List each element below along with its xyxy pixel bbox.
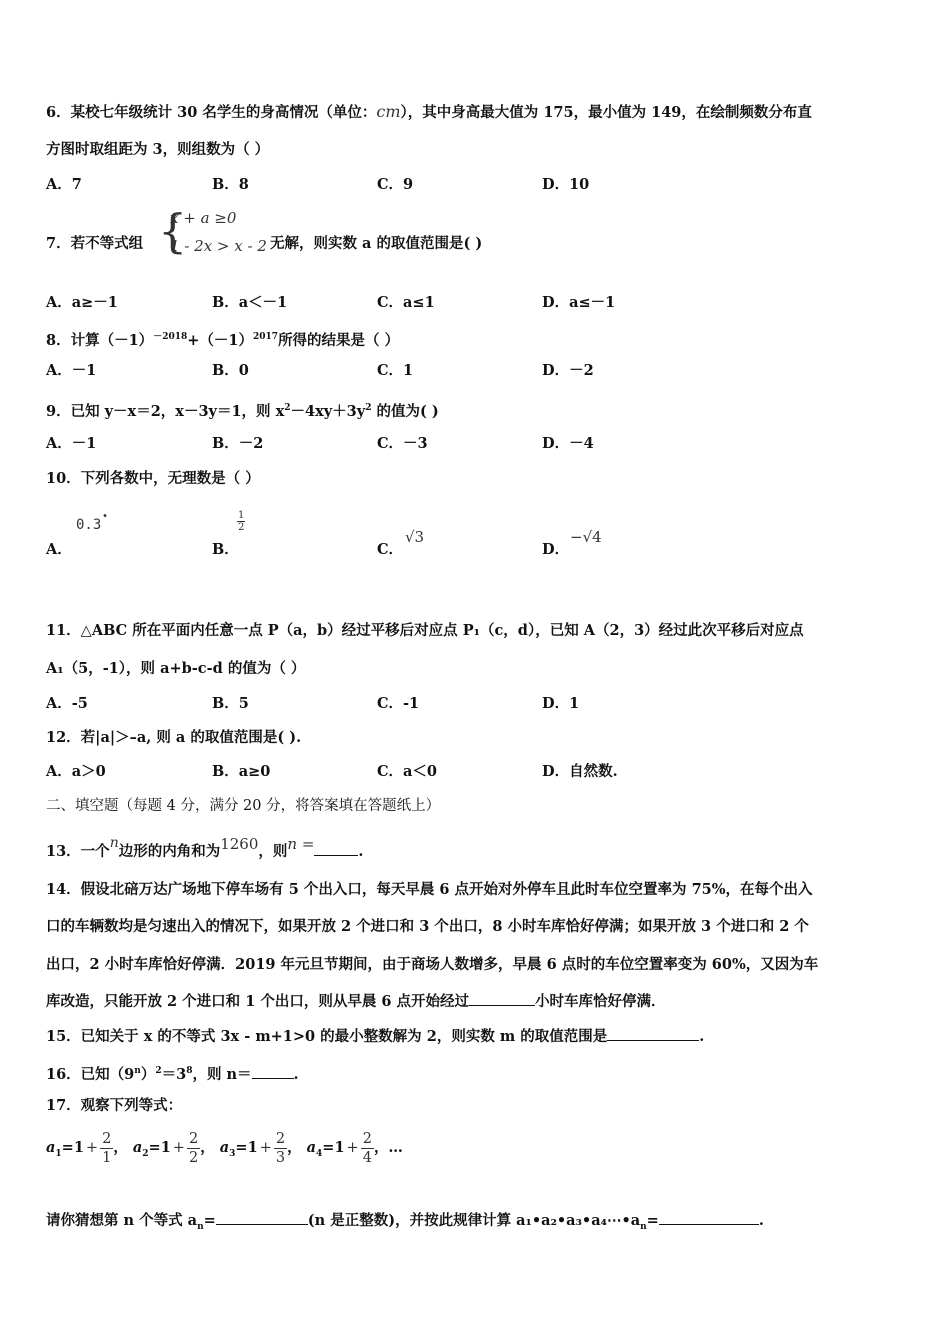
q16-text-a: 16．已知（9	[46, 1065, 135, 1083]
q17-guess-text-a: 请你猜想第 n 个等式 a	[46, 1212, 198, 1229]
q8-exp2: 2017	[253, 332, 279, 342]
q17-term-4-den: 4	[362, 1149, 372, 1166]
q11-line1: 11．△ABC 所在平面内任意一点 P（a，b）经过平移后对应点 P₁（c，d），已知 A（2，3）经过此次平移后对应点	[46, 622, 804, 639]
q8-text-c: 所得的结果是（ ）	[278, 331, 400, 349]
q9-sup-b: 2	[365, 403, 372, 413]
q10-option-c-math: √3	[405, 528, 425, 546]
q17-guess-line	[46, 1212, 764, 1236]
q6-option-d: D．10	[542, 176, 590, 193]
q9-sup-a: 2	[284, 403, 291, 413]
q17-term-1	[46, 1130, 113, 1166]
q9-option-d: D．－4	[542, 435, 594, 452]
q17-term-3-rest: =1	[235, 1139, 258, 1156]
q10-math-a: 0.3	[76, 517, 102, 533]
q17-guess-text-d: =	[646, 1212, 659, 1229]
q17-term-1-frac	[100, 1130, 113, 1167]
q12-option-a: A．a＞0	[46, 763, 106, 780]
q16-sup-8: 8	[186, 1066, 193, 1076]
q14-line3: 出口，2 小时车库恰好停满．2019 年元旦节期间，由于商场人数增多，早晨 6 点时的车位空置率变为 60%，又因为车	[46, 956, 819, 973]
q15-answer-blank[interactable]	[607, 1040, 699, 1041]
q7-option-b: B．a＜－1	[212, 294, 288, 311]
q13-line	[46, 834, 363, 861]
q17-term-3	[219, 1130, 287, 1166]
q12-option-b: B．a≥0	[212, 763, 271, 780]
q17-term-4	[306, 1130, 374, 1166]
q17-term-2-num: 2	[188, 1130, 199, 1147]
q17-term-2-sub: 2	[142, 1148, 149, 1159]
q6-text-b: ），其中身高最大值为 175，最小值为 149，在绘制频数分布直	[400, 104, 812, 121]
q14-line1: 14．假设北碚万达广场地下停车场有 5 个出入口，每天早晨 6 点开始对外停车且此时车位空置率为 75%，在每个出入	[46, 881, 813, 898]
q17-term-1-sub: 1	[55, 1148, 62, 1159]
q17-sequence	[46, 1128, 403, 1168]
q8-option-c: C．1	[377, 362, 414, 379]
q10-frac-den: 2	[238, 522, 245, 533]
q16-text-e: .	[293, 1065, 299, 1083]
q13-text-b: 边形的内角和为	[118, 843, 221, 860]
q17-term-4-rest: =1	[322, 1139, 345, 1156]
q17-term-4-plus: +	[346, 1140, 359, 1156]
q10-option-d-math: −√4	[570, 528, 602, 546]
q6-text-a: 6．某校七年级统计 30 名学生的身高情况（单位：	[46, 104, 377, 121]
q14-answer-blank[interactable]	[469, 1005, 535, 1006]
q9-option-c: C．－3	[377, 435, 428, 452]
q7-suffix: 无解，则实数 a 的取值范围是( )	[270, 235, 483, 252]
q17-term-3-a: a	[219, 1139, 230, 1156]
q17-sep-2: ，	[200, 1139, 215, 1156]
q17-guess-sub2: n	[640, 1221, 647, 1232]
q13-n2: n =	[287, 835, 315, 853]
q17-term-2-den: 2	[188, 1149, 199, 1166]
q17-term-4-num: 2	[362, 1130, 372, 1147]
q13-n1: n	[109, 835, 119, 851]
q12-option-c: C．a＜0	[377, 763, 438, 780]
brace-icon: {	[158, 204, 188, 258]
q17-term-4-a: a	[306, 1139, 317, 1156]
q9-text-a: 9．已知 y－x＝2，x－3y＝1，则 x	[46, 402, 285, 420]
q17-term-3-sub: 3	[229, 1148, 236, 1159]
q10-option-c-label: C．	[377, 541, 404, 558]
q7-option-a: A．a≥－1	[46, 294, 118, 311]
q17-guess-text-b: =	[203, 1212, 216, 1229]
q16-sup-n: n	[134, 1066, 141, 1076]
q13-text-d: .	[358, 843, 364, 860]
q16-answer-blank[interactable]	[252, 1078, 294, 1079]
q13-text-a: 13．一个	[46, 843, 110, 860]
q8-line	[46, 328, 399, 350]
q15-text-b: .	[699, 1028, 705, 1045]
q17-term-3-frac	[274, 1130, 287, 1167]
q17-term-1-plus: +	[85, 1140, 99, 1156]
q10-option-b-label: B．	[212, 541, 239, 558]
q16-text-b: ）	[140, 1065, 156, 1083]
q11-option-d: D．1	[542, 695, 580, 712]
q17-term-1-num: 2	[102, 1130, 112, 1147]
q7-eq1: x + a ≥0	[170, 209, 237, 227]
q16-line	[46, 1062, 299, 1084]
q17-term-2-rest: =1	[148, 1139, 171, 1156]
q10-option-a-math	[76, 511, 109, 534]
q6-unit: cm	[376, 102, 401, 121]
q17-term-2	[132, 1130, 200, 1166]
q17-guess-text-e: .	[758, 1212, 764, 1229]
q14-line2: 口的车辆数均是匀速出入的情况下，如果开放 2 个进口和 3 个出口，8 小时车库恰好停满；如果开放 3 个进口和 2 个	[46, 918, 809, 935]
q7-option-d: D．a≤－1	[542, 294, 616, 311]
q14-text-b: 小时车库恰好停满．	[535, 993, 666, 1010]
q8-option-d: D．－2	[542, 362, 594, 379]
q17-term-4-sub: 4	[316, 1148, 323, 1159]
q6-line1	[46, 103, 812, 122]
q17-guess-sub: n	[197, 1221, 204, 1232]
q10-text: 10．下列各数中，无理数是（ ）	[46, 470, 260, 487]
q12-option-d: D．自然数.	[542, 763, 618, 780]
q17-title: 17．观察下列等式：	[46, 1097, 183, 1114]
q6-line2: 方图时取组距为 3，则组数为（ ）	[46, 141, 270, 158]
q8-option-a: A．－1	[46, 362, 97, 379]
q17-term-1-a: a	[46, 1139, 56, 1156]
q10-option-d-label: D．	[542, 541, 570, 558]
q11-option-b: B．5	[212, 695, 249, 712]
q10-frac-num: 1	[238, 510, 245, 521]
q7-eq2: 1 - 2x > x - 2	[170, 237, 267, 255]
q17-term-4-frac	[361, 1130, 374, 1167]
q8-text-b: +（－1）	[187, 331, 253, 349]
q13-answer-blank[interactable]	[314, 855, 358, 856]
q8-exp1: －2018	[153, 332, 188, 342]
q15-line	[46, 1028, 704, 1046]
q16-text-d: ，则 n＝	[192, 1065, 252, 1083]
repeat-dot-icon: •	[102, 511, 109, 522]
q9-option-b: B．－2	[212, 435, 264, 452]
q17-term-3-num: 2	[275, 1130, 286, 1147]
q8-text-a: 8．计算（－1）	[46, 331, 154, 349]
q15-text-a: 15．已知关于 x 的不等式 3x - m+1>0 的最小整数解为 2，则实数 m 的取值范围是	[46, 1028, 608, 1045]
q17-term-1-den: 1	[102, 1149, 112, 1166]
q11-option-a: A．-5	[46, 695, 88, 712]
q6-option-c: C．9	[377, 176, 414, 193]
q16-text-c: ＝3	[161, 1065, 187, 1083]
q16-sup-2: 2	[155, 1066, 162, 1076]
q11-line2: A₁（5，-1），则 a+b-c-d 的值为（ ）	[46, 660, 306, 677]
q17-term-2-plus: +	[172, 1140, 185, 1156]
q11-option-c: C．-1	[377, 695, 420, 712]
q17-term-3-den: 3	[275, 1149, 286, 1166]
q6-option-a: A．7	[46, 176, 82, 193]
q9-option-a: A．－1	[46, 435, 97, 452]
q13-val: 1260	[220, 835, 259, 853]
q10-option-a-label: A．	[46, 541, 72, 558]
q17-sep-3: ，	[287, 1139, 302, 1156]
q17-answer-blank-2[interactable]	[659, 1224, 759, 1225]
q9-text-c: 的值为( )	[371, 402, 439, 420]
q9-text-b: －4xy＋3y	[290, 402, 366, 420]
q17-term-3-plus: +	[259, 1140, 272, 1156]
q17-sep-1: ，	[113, 1139, 128, 1156]
q17-term-2-frac	[187, 1130, 200, 1167]
q17-dots: ，…	[373, 1139, 403, 1156]
q17-term-1-rest: =1	[61, 1139, 84, 1156]
q9-line	[46, 399, 439, 421]
q7-option-c: C．a≤1	[377, 294, 435, 311]
q10-option-b-math	[237, 510, 245, 533]
q8-option-b: B．0	[212, 362, 249, 379]
q17-guess-text-c: (n 是正整数)，并按此规律计算 a₁•a₂•a₃•a₄⋯•a	[307, 1212, 641, 1229]
q12-text: 12．若|a|＞–a, 则 a 的取值范围是( ).	[46, 729, 302, 746]
q13-text-c: ，则	[258, 843, 288, 860]
q17-answer-blank-1[interactable]	[216, 1224, 308, 1225]
section-heading-fill-blank: 二、填空题（每题 4 分，满分 20 分，将答案填在答题纸上）	[46, 798, 441, 814]
q14-line4	[46, 993, 666, 1011]
q6-option-b: B．8	[212, 176, 249, 193]
q17-term-2-a: a	[132, 1139, 143, 1156]
q7-prefix: 7．若不等式组	[46, 235, 144, 252]
q14-text-a: 库改造，只能开放 2 个进口和 1 个出口，则从早晨 6 点开始经过	[46, 993, 470, 1010]
